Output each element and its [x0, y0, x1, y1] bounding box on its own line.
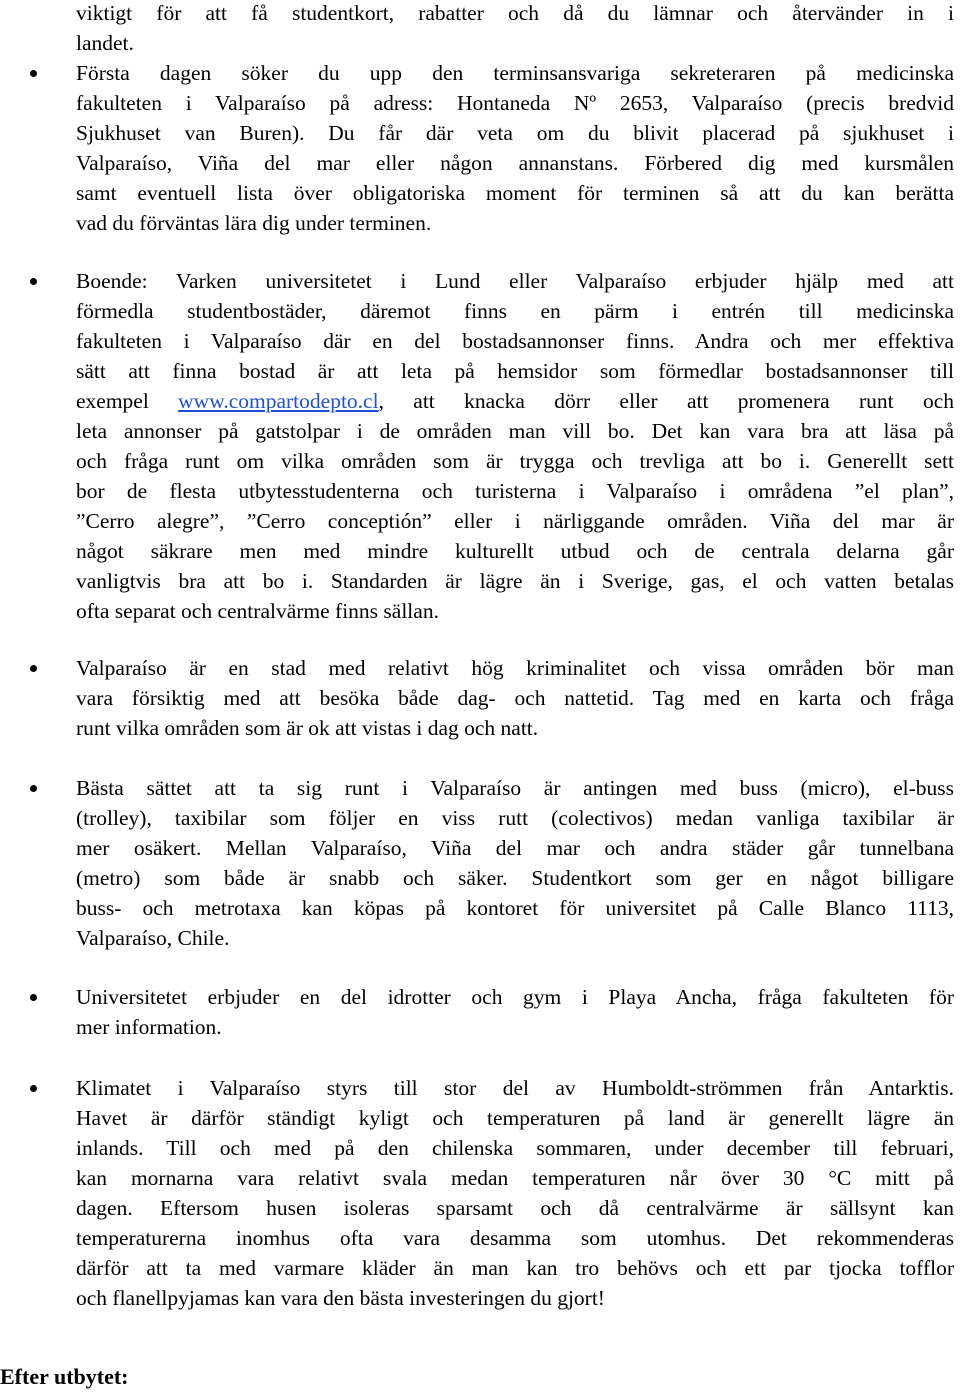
bullet-housing — [76, 266, 954, 626]
text-line: Valparaíso, Viña del mar eller någon annanstans. Förbered dig med kursmålen — [76, 151, 954, 175]
bullet-safety — [76, 653, 954, 743]
text-line: ofta separat och centralvärme finns sällan. — [76, 599, 439, 623]
text-line-with-link — [76, 386, 954, 416]
text-line: viktigt för att få studentkort, rabatter och då du lämnar och återvänder in i — [76, 1, 954, 25]
bullet-icon — [30, 785, 37, 792]
text-line: mer information. — [76, 1015, 222, 1039]
text-line: buss- och metrotaxa kan köpas på kontoret för universitet på Calle Blanco 1113, — [76, 896, 954, 920]
text-line: temperaturerna inomhus ofta vara desamma som utomhus. Det rekommenderas — [76, 1226, 954, 1250]
text-line: samt eventuell lista över obligatoriska moment för terminen så att du kan berätta — [76, 181, 954, 205]
text-line: därför att ta med varmare kläder än man kan tro behövs och ett par tjocka tofflor — [76, 1256, 954, 1280]
text-line: Bästa sättet att ta sig runt i Valparaíso är antingen med buss (micro), el-buss — [76, 776, 954, 800]
text-line: leta annonser på gatstolpar i de områden man vill bo. Det kan vara bra att läsa på — [76, 419, 954, 443]
text-line: och flanellpyjamas kan vara den bästa investeringen du gjort! — [76, 1286, 605, 1310]
text-line: (trolley), taxibilar som följer en viss rutt (colectivos) medan vanliga taxibilar är — [76, 806, 954, 830]
text-line: (metro) som både är snabb och säker. Studentkort som ger en något billigare — [76, 866, 954, 890]
text-line: inlands. Till och med på den chilenska sommaren, under december till februari, — [76, 1136, 954, 1160]
bullet-icon — [30, 994, 37, 1001]
text-line: Universitetet erbjuder en del idrotter och gym i Playa Ancha, fråga fakulteten för — [76, 985, 954, 1009]
text-line: vanligtvis bra att bo i. Standarden är lägre än i Sverige, gas, el och vatten betalas — [76, 569, 954, 593]
text-line: vara försiktig med att besöka både dag- och nattetid. Tag med en karta och fråga — [76, 686, 954, 710]
text-line: Första dagen söker du upp den terminsansvariga sekreteraren på medicinska — [76, 61, 954, 85]
bullet-transport — [76, 773, 954, 953]
continuation-paragraph — [76, 0, 954, 58]
text-line: fakulteten i Valparaíso på adress: Hontaneda Nº 2653, Valparaíso (precis bredvid — [76, 91, 954, 115]
text-line: Valparaíso är en stad med relativt hög kriminalitet och vissa områden bör man — [76, 656, 954, 680]
link-prefix: exempel — [76, 389, 179, 413]
section-heading: Efter utbytet: — [0, 1364, 129, 1389]
text-line: fakulteten i Valparaíso där en del bostadsannonser finns. Andra och mer effektiva — [76, 329, 954, 353]
housing-website-link[interactable]: www.compartodepto.cl — [178, 389, 379, 413]
bullet-first-day — [76, 58, 954, 238]
bullet-icon — [30, 278, 37, 285]
text-line: landet. — [76, 31, 134, 55]
link-suffix: , att knacka dörr eller att promenera runt och — [378, 389, 954, 413]
text-line: dagen. Eftersom husen isoleras sparsamt och då centralvärme är sällsynt kan — [76, 1196, 954, 1220]
text-line: bor de flesta utbytesstudenterna och turisterna i Valparaíso i områdena ”el plan”, — [76, 479, 954, 503]
text-line: och fråga runt om vilka områden som är trygga och trevliga att bo i. Generellt sett — [76, 449, 954, 473]
text-line: runt vilka områden som är ok att vistas i dag och natt. — [76, 716, 539, 740]
text-line: vad du förväntas lära dig under terminen. — [76, 211, 432, 235]
bullet-sports — [76, 982, 954, 1042]
text-line: ”Cerro alegre”, ”Cerro conceptión” eller i närliggande områden. Viña del mar är — [76, 509, 954, 533]
text-line: Sjukhuset van Buren). Du får där veta om du blivit placerad på sjukhuset i — [76, 121, 954, 145]
bullet-icon — [30, 70, 37, 77]
text-line: förmedla studentbostäder, däremot finns en pärm i entrén till medicinska — [76, 299, 954, 323]
text-line: sätt att finna bostad är att leta på hemsidor som förmedlar bostadsannonser till — [76, 359, 954, 383]
text-line: något säkrare men med mindre kulturellt utbud och de centrala delarna går — [76, 539, 954, 563]
text-line: Klimatet i Valparaíso styrs till stor del av Humboldt-strömmen från Antarktis. — [76, 1076, 954, 1100]
text-line: Boende: Varken universitetet i Lund eller Valparaíso erbjuder hjälp med att — [76, 269, 954, 293]
text-line: kan mornarna vara relativt svala medan temperaturen når över 30 °C mitt på — [76, 1166, 954, 1190]
bullet-icon — [30, 1085, 37, 1092]
bullet-climate — [76, 1073, 954, 1313]
bullet-icon — [30, 665, 37, 672]
text-line: mer osäkert. Mellan Valparaíso, Viña del mar och andra städer går tunnelbana — [76, 836, 954, 860]
text-line: Valparaíso, Chile. — [76, 926, 230, 950]
text-line: Havet är därför ständigt kyligt och temperaturen på land är generellt lägre än — [76, 1106, 954, 1130]
